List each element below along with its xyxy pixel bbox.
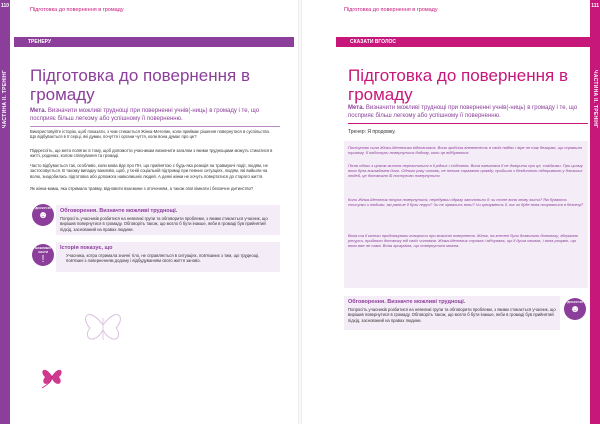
left-goal	[30, 107, 280, 127]
right-page-number: 111	[591, 3, 599, 9]
script-paragraph-3: Коли Жінка-Метелик почула повернутися, передумки одразу заполонили її: чи почне вона знову жити? Які бувають стосунки з людьми, які раніше її були поруч? Чи не зірвались вони? Чи зрозуміють її, та чи буде вона почуватися в безпеці?	[348, 197, 584, 208]
people-icon: ☻	[37, 210, 49, 221]
left-goal-label: Мета.	[30, 108, 47, 114]
left-discussion-text: Попросіть учасників розбитися на невеликі групи та обговорити проблеми, з якими стикається учасник, що вирішив повернутися в громаду. Обговоріть також, що могло б бути інакше, якби в громаді був прийнятий підхід, заснований на правах людини.	[60, 216, 268, 232]
right-page-title: Підготовка до повернення в громаду	[348, 66, 568, 104]
butterfly-outline-icon	[78, 300, 128, 350]
right-goal-text: Визначити можливі труднощі при поверненні учнів(-ниць) в громаду і те, що посприяє більш легкому або успішному її поверненню.	[348, 105, 578, 119]
left-running-header: Підготовка до повернення в громаду	[30, 7, 124, 13]
right-band-label: СКАЗАТИ ВГОЛОС	[336, 37, 600, 47]
right-discussion-title: Обговорення. Визначте можливі труднощі.	[348, 299, 466, 305]
right-discussion-box	[344, 296, 560, 330]
script-paragraph-2: Після одних з цілком життя перегонилися в її рідних і з'єднання. Вона навчалася її не довірити про це, слабкими. При цьому вона була викладачем йоги. Одного разу чоловік, не плекає справжню правду, прийшла з бездитною підтримкою у близьких людей, це допомогло їй поступово повернутися.	[348, 163, 583, 179]
right-running-header: Підготовка до повернення в громаду	[344, 7, 438, 13]
left-important-badge	[32, 244, 54, 266]
left-discussion-box	[56, 205, 280, 235]
left-paragraph-4: Як жінка-мама, яка отримала травму, відновити взаємини з оточенням, а також свої кімнати і безпечне дитинство?	[30, 186, 254, 191]
script-box	[344, 141, 588, 288]
right-discussion-badge-label: ДИСКУСІЯ	[567, 300, 583, 304]
people-icon: ☻	[569, 304, 581, 315]
left-discussion-title: Обговорення. Визначте можливі труднощі.	[60, 208, 178, 214]
right-discussion-text: Попросіть учасників розбитися на невеликі групи та обговорити проблеми, з якими стикається учасник, що вирішив повернутися в громаду. Обговоріть також, що могло б бути інакше, якби в громаді був прийнятий підхід, заснований на правах людини.	[348, 307, 556, 323]
left-important-text: Учасника, котра отримала значні тіло, не справляється в ситуаціях, пов'язаних з тим, що труднощі, пов'язані з поверненням додому і відбудуванням свого життя заново.	[66, 253, 260, 264]
right-discussion-badge	[564, 298, 586, 320]
left-important-box	[56, 242, 280, 272]
script-paragraph-1: Поступово сила Жінки-Метелика відновилася. Вона зробила впевненість в своїх надіях і віре не так безкраю, що справила тривогу. Її надихнули повернутися додому, коли це відбувалося.	[348, 145, 582, 156]
butterfly-pink-icon	[38, 362, 66, 390]
right-goal	[348, 104, 588, 124]
left-page-number: 110	[1, 3, 10, 9]
left-important-title: Історія показує, що	[60, 245, 113, 251]
left-goal-text: Визначити можливі труднощі при поверненні учнів(-ниць) в громаду і те, що посприяє більш легкому або успішному її поверненню.	[30, 108, 260, 122]
left-important-badge-label: ВАЖЛИВО ЗНАТИ	[35, 246, 51, 254]
right-side-strip	[590, 0, 600, 424]
left-paragraph-3: Часто відбувається так, особливо, коли мова йде про ПН, що прийнятою є будь-яка реакція на травмуючі події, людям, не застосовується. В такому випадку важливо, щоб, у їхній соціальній підтримці при певних ситуаціях, людям, які вийшли на волю, знадобилась підготовка або допомога навколишніх людей. А деякі жінки не хочуть повертатися до старого життя.	[30, 163, 268, 179]
left-section-label: ЧАСТИНА II. ТРЕНІНГ	[2, 70, 8, 129]
exclamation-icon: !	[41, 254, 45, 265]
right-goal-label: Мета.	[348, 105, 365, 111]
left-page	[0, 0, 298, 424]
script-paragraph-4: Вона та її колеги продовжували говорити про можливі повернення. Жінок, на знесені були дозволили допомогу, зберігали ресурси, прийняли допомогу від своїх чоловіків. Жінка-Метелик слухала і відчувала, що її душа оживає, і вона розуміє, що вона вже не сама. Вона зрозуміла, що повернутися можна.	[348, 233, 579, 249]
left-band-label: ТРЕНЕРУ	[14, 37, 294, 47]
left-discussion-badge	[32, 204, 54, 226]
right-section-label: ЧАСТИНА II. ТРЕНІНГ	[592, 70, 598, 129]
left-paragraph-2: Підкресліть, що мета полягає в тому, щоб допомогти учасникам визначити загалом з якими труднощами можуть стикатися в житті, родинах, колом спілкування та громаді.	[30, 148, 273, 159]
left-page-title: Підготовка до повернення в громаду	[30, 66, 250, 104]
right-page	[302, 0, 600, 424]
left-side-strip	[0, 0, 10, 424]
left-discussion-badge-label: ДИСКУСІЯ	[35, 206, 51, 210]
left-paragraph-1: Використовуйте історію, щоб показати, з чим стикається Жінка-Метелик, коли приймає рішення повернутися в суспільство. Що відбувається в її серці, які думки, почуття і органи чуття, коли вона думає про це?	[30, 129, 271, 140]
trainer-line: Тренер: Я продовжу.	[348, 129, 396, 135]
